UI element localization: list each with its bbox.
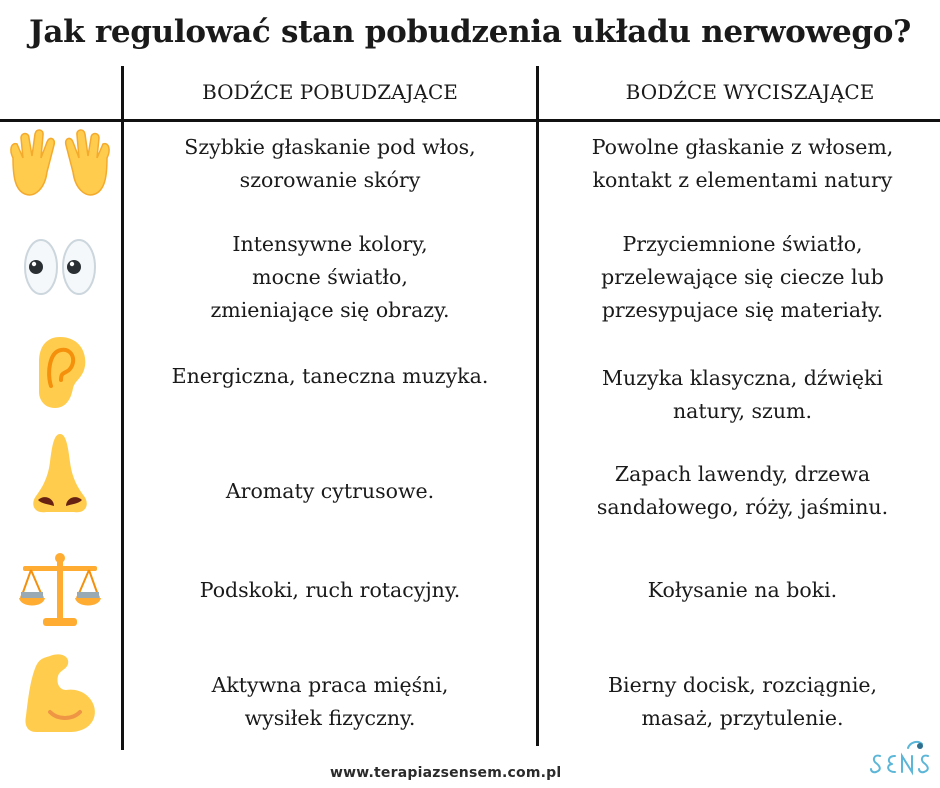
sens-logo: [868, 738, 936, 786]
column-header-stimulating: BODŹCE POBUDZAJĄCE: [202, 80, 458, 104]
cell-calming-movement: Kołysanie na boki.: [647, 578, 838, 602]
nose-icon: [0, 432, 120, 516]
cell-stimulating-sight: Intensywne kolory, mocne światło, zmieniające się obrazy.: [210, 232, 450, 322]
raised-hands-icon: [0, 128, 120, 200]
column-divider-right: [536, 66, 539, 746]
ear-icon: [0, 334, 120, 410]
website-url[interactable]: www.terapiazsensem.com.pl: [330, 765, 562, 781]
cell-calming-touch: Powolne głaskanie z włosem, kontakt z elementami natury: [591, 135, 894, 192]
eyes-icon: [0, 238, 120, 296]
cell-stimulating-touch: Szybkie głaskanie pod włos, szorowanie skóry: [184, 135, 476, 192]
header-divider: [0, 119, 940, 122]
balance-scale-icon: [0, 552, 120, 630]
cell-stimulating-movement: Podskoki, ruch rotacyjny.: [199, 578, 461, 602]
cell-calming-hearing: Muzyka klasyczna, dźwięki natury, szum.: [602, 366, 883, 423]
cell-calming-smell: Zapach lawendy, drzewa sandałowego, róży, jaśminu.: [596, 462, 889, 519]
column-header-calming: BODŹCE WYCISZAJĄCE: [625, 80, 875, 104]
flexed-biceps-icon: [0, 650, 120, 734]
cell-stimulating-hearing: Energiczna, taneczna muzyka.: [171, 364, 489, 388]
page-title: Jak regulować stan pobudzenia układu nerwowego?: [29, 14, 911, 50]
cell-stimulating-smell: Aromaty cytrusowe.: [225, 479, 435, 503]
cell-calming-sight: Przyciemnione światło, przelewające się ciecze lub przesypujace się materiały.: [601, 232, 884, 322]
cell-calming-proprioception: Bierny docisk, rozciągnie, masaż, przytulenie.: [607, 673, 878, 730]
cell-stimulating-proprioception: Aktywna praca mięśni, wysiłek fizyczny.: [211, 673, 449, 730]
